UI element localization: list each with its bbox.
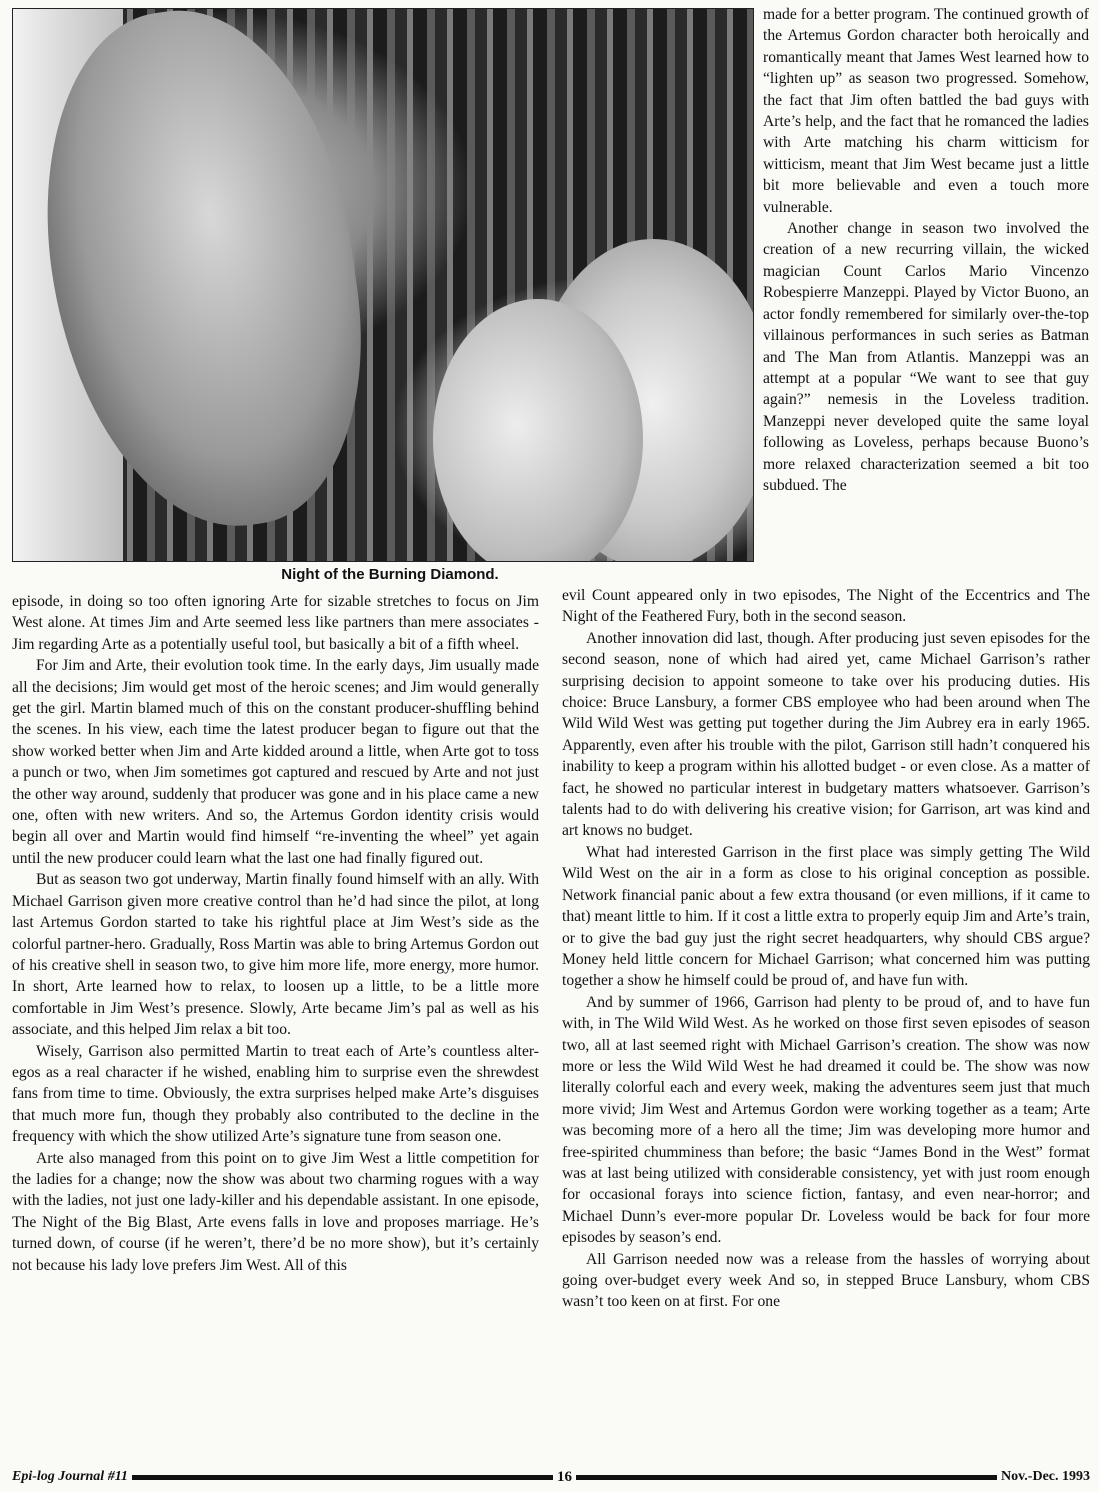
issue-date: Nov.-Dec. 1993 xyxy=(1000,1469,1090,1484)
paragraph: All Garrison needed now was a release from the hassles of worrying about going over-budget every week And so, in stepped Bruce Lansbury, whom CBS wasn’t too keen on at first. For one xyxy=(562,1250,1090,1311)
journal-name: Epi-log Journal #11 xyxy=(12,1469,128,1484)
paragraph: What had interested Garrison in the first place was simply getting The Wild Wild West on the air in a form as close to his original conception as possible. Network financial panic about a few extra thousand (or even millions, if it came to that) meant little to him. If it cost a little extra to properly equip Jim and Arte’s train, or to give the bad guy just the right secret headquarters, why should CBS argue? Money held little concern for Michael Garrison; what concerned him was putting together a show he himself could be proud of, and have fun with. xyxy=(562,843,1090,990)
paragraph: evil Count appeared only in two episodes, The Night of the Eccentrics and The Night of the Feathered Fury, both in the second season. xyxy=(562,587,1090,626)
paragraph: And by summer of 1966, Garrison had plenty to be proud of, and to have fun with, in The Wild Wild West. As he worked on those first seven episodes of season two, all at last seemed right with Michael Garrison’s creation. The show was now more or less the Wild Wild West he had dreamed it could be. The show was now literally colorful each and every week, making the adventures seem just that much more vivid; Jim West and Artemus Gordon were working together as a team; Arte was becoming more of a hero all the time; Jim was developing more humor and free-spirited chumminess than before; the basic “James Bond in the West” format was at last being utilized with considerable consistency, yet with just room enough for occasional forays into science fiction, fantasy, and even near-horror; and Michael Dunn’s ever-more popular Dr. Loveless would be back for four more episodes by season’s end. xyxy=(562,993,1090,1247)
paragraph: episode, in doing so too often ignoring Arte for sizable stretches to focus on Jim West alone. At times Jim and Arte seemed less like partners than mere associates - Jim regarding Arte as a potentially useful tool, but basically a bit of a fifth wheel. xyxy=(12,593,539,653)
photo-woman-face xyxy=(433,299,643,562)
paragraph: For Jim and Arte, their evolution took time. In the early days, Jim usually made all the decisions; Jim would get most of the heroic scenes; and Jim would generally get the girl. Martin blamed much of this on the constant producer-shuffling behind the scenes. In his view, each time the latest producer began to figure out that the show worked better when Jim and Arte kidded around a little, when Arte got to toss a punch or two, when Jim sometimes got captured and rescued by Arte and not just the other way around, suddenly that producer was gone and in his place came a new one, often with new writers. And so, the Artemus Gordon identity crisis would begin all over and Martin would find himself “re-inventing the wheel” yet again until the new producer could learn what the last one had finally figured out. xyxy=(12,657,539,867)
paragraph: But as season two got underway, Martin finally found himself with an ally. With Michael Garrison given more creative control than he’d had since the pilot, at long last Artemus Gordon started to take his rightful place at Jim West’s side as the colorful partner-hero. Gradually, Ross Martin was able to bring Artemus Gordon out of his creative shell in season two, to give him more life, more energy, more humor. In short, Arte learned how to relax, to loosen up a little, to be a little more comfortable in Jim West’s presence. Slowly, Arte became Jim’s pal as well as his associate, and this helped Jim relax a bit too. xyxy=(12,871,539,1039)
paragraph: Another innovation did last, though. After producing just seven episodes for the second season, none of which had aired yet, came Michael Garrison’s rather surprising decision to appoint someone to take over his producing duties. His choice: Bruce Lansbury, a former CBS employee who had been around when The Wild Wild West was getting put together during the Jim Aubrey era in early 1965. Apparently, even after his trouble with the pilot, Garrison still hadn’t conquered his inability to keep a program within his allotted budget - or even close. As a matter of fact, he showed no particular interest in budgetary matters whatsoever. Garrison’s talents had to do with delivering his creative vision; for Garrison, art was kind and art knows no budget. xyxy=(562,629,1090,840)
article-photo xyxy=(12,8,754,562)
column-left-bottom xyxy=(12,591,539,1276)
photo-caption: Night of the Burning Diamond. xyxy=(281,566,499,583)
paragraph: made for a better program. The continued growth of the Artemus Gordon character both heroically and romantically meant that James West learned how to “lighten up” as season two progressed. Somehow, the fact that Jim often battled the bad guys with Arte’s help, and the fact that he romanced the ladies with Arte matching his charm witticism for witticism, meant that Jim West became just a little bit more believable and even a touch more vulnerable. xyxy=(763,6,1089,216)
footer-rule-right xyxy=(576,1475,997,1480)
paragraph: Another change in season two involved the creation of a new recurring villain, the wicked magician Count Carlos Mario Vincenzo Robespierre Manzeppi. Played by Victor Buono, an actor fondly remembered for similarly over-the-top villainous performances in such series as Batman and The Man from Atlantis. Manzeppi was an attempt at a popular “We want to see that guy again?” nemesis in the Loveless tradition. Manzeppi never developed quite the same loyal following as Loveless, perhaps because Buono’s more relaxed characterization seemed a bit too subdued. The xyxy=(763,220,1089,494)
page-number: 16 xyxy=(556,1468,572,1485)
footer-rule-left xyxy=(132,1475,553,1480)
paragraph: Arte also managed from this point on to give Jim West a little competition for the ladies for a change; now the show was about two charming rogues with a way with the ladies, not just one lady-killer and his dependable assistant. In one episode, The Night of the Big Blast, Arte evens falls in love and proposes marriage. He’s turned down, of course (if he weren’t, there’d be no more show), but it’s certainly not because his lady love prefers Jim West. All of this xyxy=(12,1149,539,1274)
column-right-bottom xyxy=(562,585,1090,1313)
paragraph: Wisely, Garrison also permitted Martin to treat each of Arte’s countless alter-egos as a real character if he wished, enabling him to surprise even the shrewdest fans from time to time. Obviously, the extra surprises helped make Arte’s disguises that much more fun, though they probably also contributed to the decline in the frequency with which the show utilized Arte’s signature tune from season one. xyxy=(12,1042,539,1146)
page-footer xyxy=(12,1468,1090,1486)
column-right-top xyxy=(763,4,1089,496)
